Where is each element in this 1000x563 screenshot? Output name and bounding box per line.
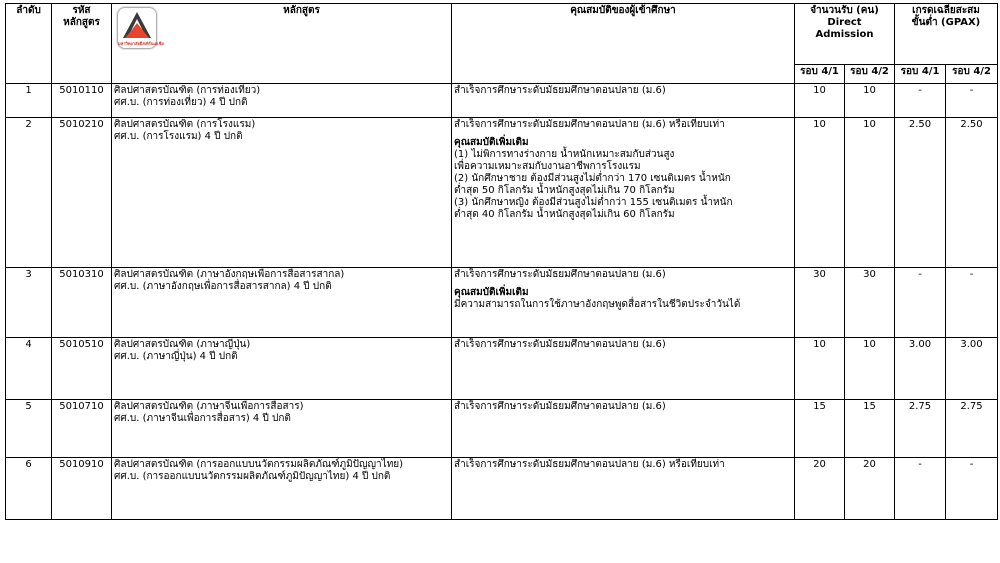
- cell-program: [112, 338, 452, 400]
- extra-qualification-title: คุณสมบัติเพิ่มเติม: [454, 287, 529, 298]
- cell-intake-round2: 10: [845, 84, 895, 118]
- qualification-text: สำเร็จการศึกษาระดับมัธยมศึกษาตอนปลาย (ม.6): [454, 339, 666, 350]
- cell-order: 6: [6, 458, 52, 520]
- cell-qualification: [452, 84, 795, 118]
- program-name: ศิลปศาสตรบัณฑิต (ภาษาอังกฤษเพื่อการสื่อสารสากล): [114, 269, 345, 280]
- cell-intake-round1: 10: [795, 84, 845, 118]
- cell-qualification: [452, 400, 795, 458]
- cell-gpax-round1: -: [895, 268, 946, 338]
- header-gpax-round1: รอบ 4/1: [895, 65, 946, 84]
- header-gpax-round2: รอบ 4/2: [946, 65, 998, 84]
- qualification-text: สำเร็จการศึกษาระดับมัธยมศึกษาตอนปลาย (ม.6): [454, 401, 666, 412]
- header-order: ลำดับ: [6, 4, 52, 84]
- university-logo: [117, 7, 164, 49]
- header-program: [112, 4, 452, 84]
- cell-intake-round2: 10: [845, 338, 895, 400]
- header-code: รหัส หลักสูตร: [52, 4, 112, 84]
- program-abbrev: ศศ.บ. (การโรงแรม) 4 ปี ปกติ: [114, 131, 243, 142]
- program-table: [5, 3, 998, 520]
- cell-intake-round1: 10: [795, 338, 845, 400]
- program-abbrev: ศศ.บ. (ภาษาอังกฤษเพื่อการสื่อสารสากล) 4 ปี ปกติ: [114, 281, 332, 292]
- cell-gpax-round1: -: [895, 458, 946, 520]
- cell-intake-round2: 10: [845, 118, 895, 268]
- cell-intake-round2: 20: [845, 458, 895, 520]
- header-intake-line1: จำนวนรับ (คน): [810, 5, 879, 16]
- cell-intake-round2: 15: [845, 400, 895, 458]
- cell-program: [112, 118, 452, 268]
- program-abbrev: ศศ.บ. (ภาษาญี่ปุ่น) 4 ปี ปกติ: [114, 351, 238, 362]
- program-name: ศิลปศาสตรบัณฑิต (ภาษาญี่ปุ่น): [114, 339, 251, 350]
- cell-program: [112, 400, 452, 458]
- header-gpax-line1: เกรดเฉลี่ยสะสม: [912, 5, 980, 16]
- cell-code: 5010710: [52, 400, 112, 458]
- extra-qualification-line: ต่ำสุด 40 กิโลกรัม น้ำหนักสูงสุดไม่เกิน 60 กิโลกรัม: [454, 209, 675, 220]
- qualification-text: สำเร็จการศึกษาระดับมัธยมศึกษาตอนปลาย (ม.6) หรือเทียบเท่า: [454, 119, 725, 130]
- table-row: [6, 338, 998, 400]
- cell-gpax-round2: -: [946, 268, 998, 338]
- header-program-label: หลักสูตร: [283, 5, 320, 16]
- cell-intake-round1: 15: [795, 400, 845, 458]
- cell-code: 5010910: [52, 458, 112, 520]
- program-name: ศิลปศาสตรบัณฑิต (การออกแบบนวัตกรรมผลิตภัณฑ์ภูมิปัญญาไทย): [114, 459, 404, 470]
- cell-intake-round2: 30: [845, 268, 895, 338]
- cell-program: [112, 458, 452, 520]
- cell-code: 5010310: [52, 268, 112, 338]
- extra-qualification-line: มีความสามารถในการใช้ภาษาอังกฤษพูดสื่อสารในชีวิตประจำวันได้: [454, 299, 741, 310]
- qualification-text: สำเร็จการศึกษาระดับมัธยมศึกษาตอนปลาย (ม.6): [454, 85, 666, 96]
- program-abbrev: ศศ.บ. (ภาษาจีนเพื่อการสื่อสาร) 4 ปี ปกติ: [114, 413, 291, 424]
- cell-intake-round1: 20: [795, 458, 845, 520]
- cell-gpax-round2: 2.50: [946, 118, 998, 268]
- cell-gpax-round1: 3.00: [895, 338, 946, 400]
- table-row: [6, 118, 998, 268]
- header-intake: [795, 4, 895, 65]
- cell-order: 3: [6, 268, 52, 338]
- cell-gpax-round2: 3.00: [946, 338, 998, 400]
- cell-qualification: [452, 268, 795, 338]
- table-row: [6, 400, 998, 458]
- header-gpax-line2: ขั้นต่ำ (GPAX): [911, 17, 981, 28]
- header-qualification: คุณสมบัติของผู้เข้าศึกษา: [452, 4, 795, 84]
- cell-program: [112, 268, 452, 338]
- cell-qualification: [452, 458, 795, 520]
- cell-code: 5010210: [52, 118, 112, 268]
- cell-gpax-round1: 2.75: [895, 400, 946, 458]
- header-intake-round2: รอบ 4/2: [845, 65, 895, 84]
- cell-qualification: [452, 338, 795, 400]
- cell-qualification: [452, 118, 795, 268]
- cell-order: 4: [6, 338, 52, 400]
- qualification-text: สำเร็จการศึกษาระดับมัธยมศึกษาตอนปลาย (ม.6) หรือเทียบเท่า: [454, 459, 725, 470]
- triangle-logo-icon: [122, 11, 152, 39]
- header-gpax: [895, 4, 998, 65]
- cell-order: 2: [6, 118, 52, 268]
- cell-order: 5: [6, 400, 52, 458]
- header-intake-round1: รอบ 4/1: [795, 65, 845, 84]
- cell-order: 1: [6, 84, 52, 118]
- extra-qualification-line: (2) นักศึกษาชาย ต้องมีส่วนสูงไม่ต่ำกว่า 170 เซนติเมตร น้ำหนัก: [454, 173, 731, 184]
- header-intake-line2: Direct Admission: [815, 17, 874, 40]
- program-abbrev: ศศ.บ. (การท่องเที่ยว) 4 ปี ปกติ: [114, 97, 248, 108]
- program-name: ศิลปศาสตรบัณฑิต (การท่องเที่ยว): [114, 85, 261, 96]
- cell-gpax-round1: -: [895, 84, 946, 118]
- cell-code: 5010110: [52, 84, 112, 118]
- program-name: ศิลปศาสตรบัณฑิต (การโรงแรม): [114, 119, 256, 130]
- cell-intake-round1: 10: [795, 118, 845, 268]
- table-row: [6, 84, 998, 118]
- admission-document: [5, 3, 998, 520]
- qualification-text: สำเร็จการศึกษาระดับมัธยมศึกษาตอนปลาย (ม.6): [454, 269, 666, 280]
- extra-qualification-line: (3) นักศึกษาหญิง ต้องมีส่วนสูงไม่ต่ำกว่า 155 เซนติเมตร น้ำหนัก: [454, 197, 733, 208]
- program-name: ศิลปศาสตรบัณฑิต (ภาษาจีนเพื่อการสื่อสาร): [114, 401, 304, 412]
- cell-gpax-round1: 2.50: [895, 118, 946, 268]
- cell-gpax-round2: 2.75: [946, 400, 998, 458]
- header-row: [6, 4, 998, 65]
- logo-caption: มหาวิทยาลัยอีสเทิร์นเอเชีย: [118, 41, 164, 46]
- table-row: [6, 458, 998, 520]
- cell-code: 5010510: [52, 338, 112, 400]
- extra-qualification-line: เพื่อความเหมาะสมกับงานอาชีพการโรงแรม: [454, 161, 641, 172]
- cell-program: [112, 84, 452, 118]
- program-abbrev: ศศ.บ. (การออกแบบนวัตกรรมผลิตภัณฑ์ภูมิปัญญาไทย) 4 ปี ปกติ: [114, 471, 391, 482]
- extra-qualification-title: คุณสมบัติเพิ่มเติม: [454, 137, 529, 148]
- extra-qualification-line: ต่ำสุด 50 กิโลกรัม น้ำหนักสูงสุดไม่เกิน 70 กิโลกรัม: [454, 185, 675, 196]
- extra-qualification-line: (1) ไม่พิการทางร่างกาย น้ำหนักเหมาะสมกับส่วนสูง: [454, 149, 675, 160]
- cell-gpax-round2: -: [946, 458, 998, 520]
- table-row: [6, 268, 998, 338]
- cell-intake-round1: 30: [795, 268, 845, 338]
- cell-gpax-round2: -: [946, 84, 998, 118]
